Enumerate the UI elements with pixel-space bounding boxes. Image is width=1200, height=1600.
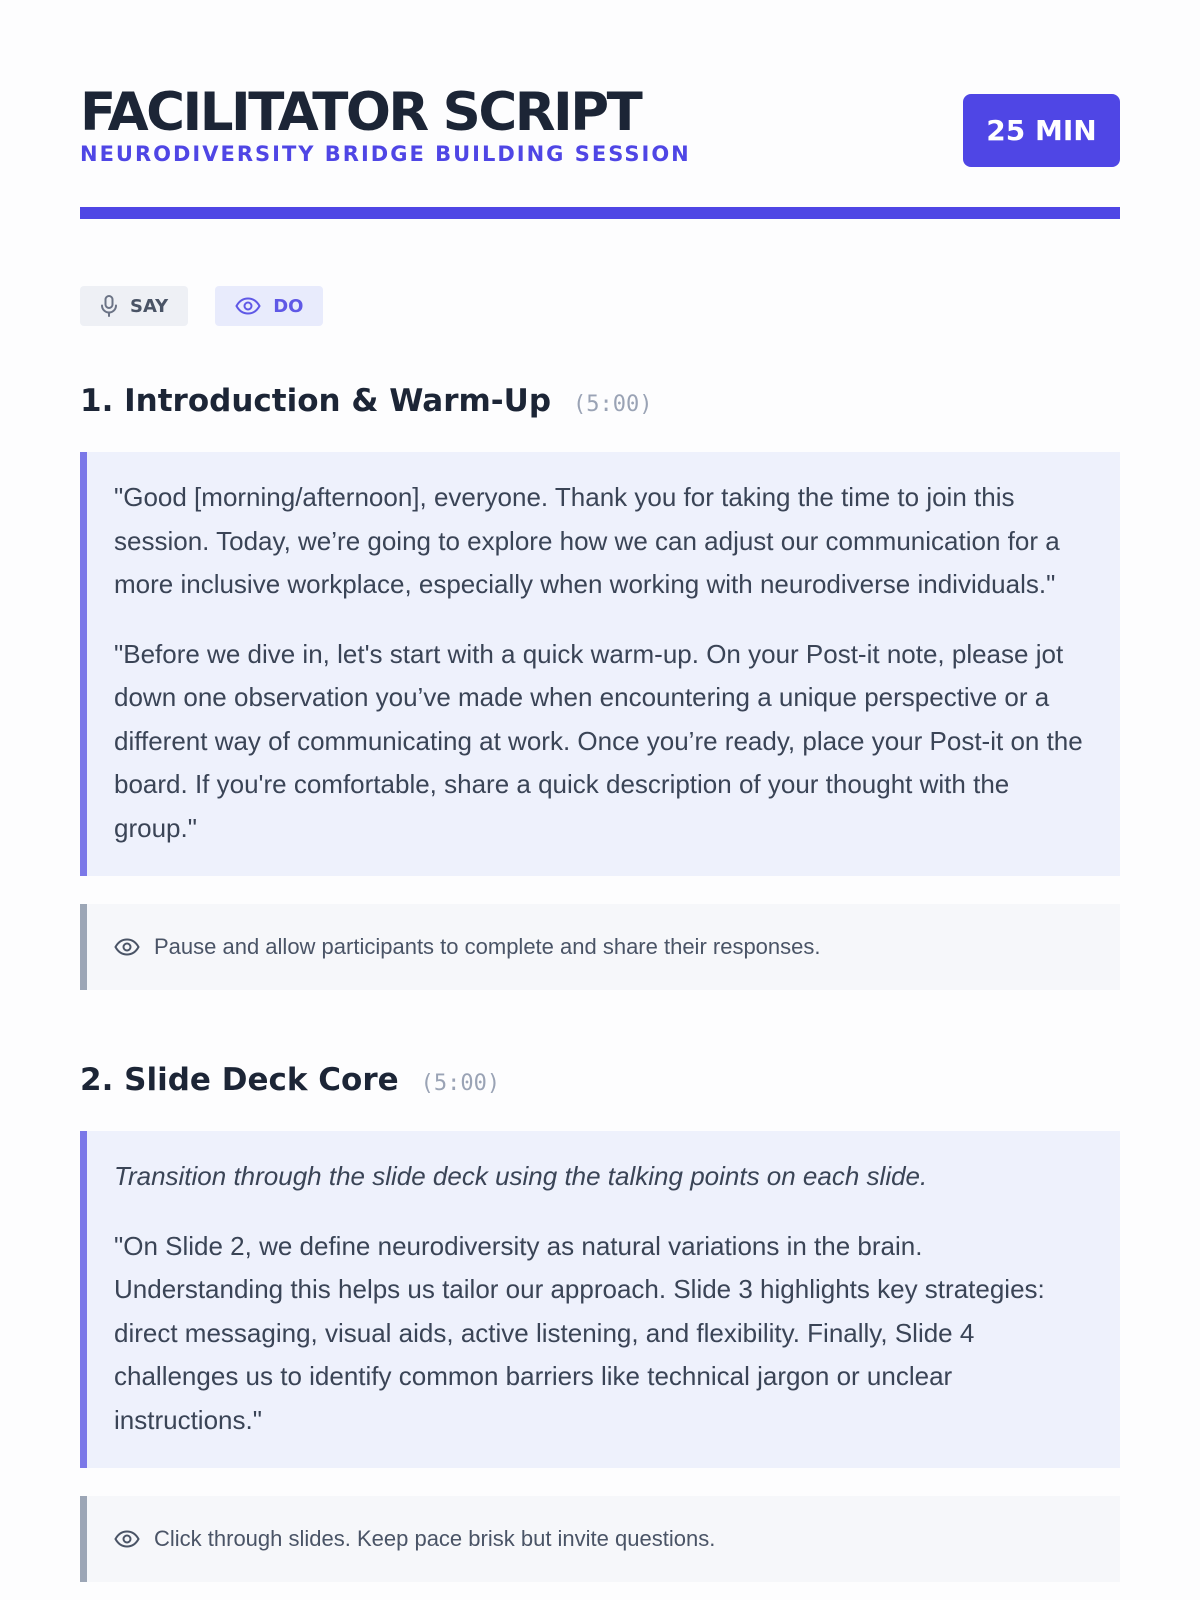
eye-icon: [235, 297, 261, 315]
legend-do-label: DO: [273, 295, 304, 317]
say-paragraph: "Before we dive in, let's start with a quick warm-up. On your Post-it note, please jot down one observation you’ve made when encountering a unique perspective or a different way of communicating at work. Once you’re ready, place your Post-it on the board. If you're comfortable, share a quick description of your thought with the group.": [114, 638, 1083, 843]
section-title: 2. Slide Deck Core: [80, 1062, 399, 1098]
do-text: Click through slides. Keep pace brisk but invite questions.: [154, 1526, 716, 1551]
duration-badge: 25 MIN: [963, 94, 1120, 167]
section-title: 1. Introduction & Warm-Up: [80, 383, 552, 419]
say-direction: Transition through the slide deck using the talking points on each slide.: [114, 1161, 928, 1191]
section-time: (5:00): [573, 392, 653, 417]
section-heading-2: [80, 1062, 1120, 1098]
say-paragraph: "Good [morning/afternoon], everyone. Thank you for taking the time to join this session. Today, we’re going to explore how we can adjust our communication for a more inclusive workplace, especially when working with neurodiverse individuals.": [114, 482, 1060, 599]
page-subtitle: NEURODIVERSITY BRIDGE BUILDING SESSION: [80, 142, 691, 166]
do-block-1: [80, 904, 1120, 990]
eye-icon: [114, 938, 140, 956]
say-paragraph: "On Slide 2, we define neurodiversity as natural variations in the brain. Understanding this helps us tailor our approach. Slide 3 highlights key strategies: direct messaging, visual aids, active listening, and flexibility. Finally, Slide 4 challenges us to identify common barriers like technical jargon or unclear instructions.": [114, 1230, 1045, 1435]
say-block-1: [80, 452, 1120, 876]
do-text: Pause and allow participants to complete and share their responses.: [154, 934, 821, 959]
page-title: FACILITATOR SCRIPT: [80, 82, 641, 143]
microphone-icon: [100, 295, 118, 317]
section-heading-1: [80, 383, 1120, 419]
legend: [80, 286, 1120, 326]
page-header: [80, 0, 1120, 166]
do-block-2: [80, 1496, 1120, 1582]
eye-icon: [114, 1530, 140, 1548]
legend-do-chip: [215, 286, 323, 326]
say-block-2: [80, 1131, 1120, 1468]
legend-say-label: SAY: [130, 295, 169, 317]
legend-say-chip: [80, 286, 188, 326]
header-divider: [80, 207, 1120, 219]
section-time: (5:00): [420, 1071, 501, 1096]
